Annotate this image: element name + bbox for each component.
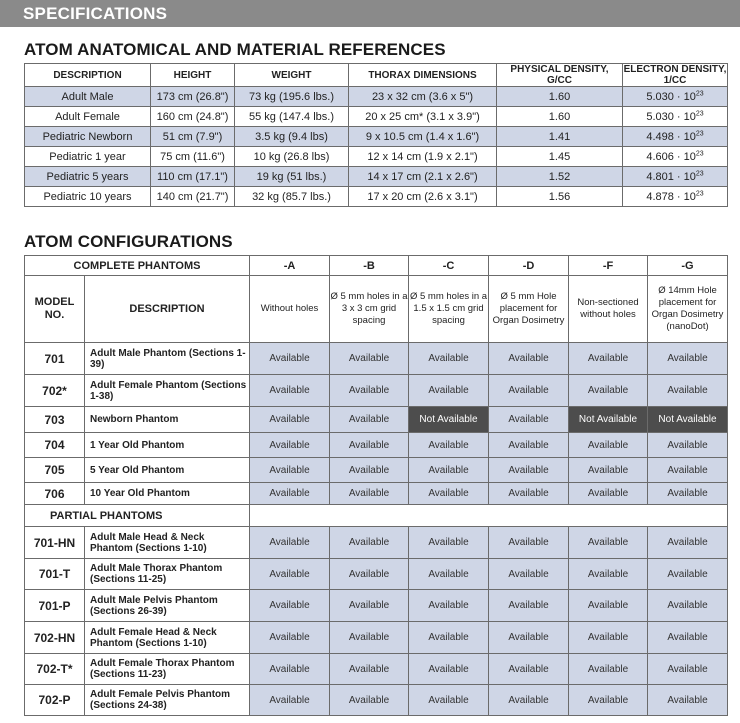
reference-cell-desc: Adult Female (25, 107, 151, 127)
configurations-title: ATOM CONFIGURATIONS (24, 232, 233, 251)
electron-density-exponent: 23 (695, 189, 704, 197)
col-g-description: Ø 14mm Hole placement for Organ Dosimetry (nanoDot) (648, 276, 728, 343)
reference-cell-weight: 10 kg (26.8 lbs) (235, 147, 349, 167)
reference-cell-desc: Pediatric 10 years (25, 187, 151, 207)
electron-density-exponent: 23 (695, 109, 704, 117)
availability-cell: Available (648, 375, 728, 407)
availability-cell: Available (330, 343, 409, 375)
availability-cell: Available (330, 559, 409, 590)
availability-cell: Available (330, 685, 409, 716)
availability-cell: Available (250, 685, 330, 716)
model-number: 705 (25, 458, 85, 483)
reference-row (25, 107, 728, 127)
electron-density-exponent: 23 (695, 129, 704, 137)
phantom-description: Adult Female Head & Neck Phantom (Sections 1-10) (85, 622, 250, 654)
availability-cell: Available (648, 685, 728, 716)
availability-cell: Available (648, 433, 728, 458)
availability-cell: Available (250, 622, 330, 654)
specifications-banner (0, 0, 740, 27)
electron-density-value: 4.498 · 10 (646, 130, 696, 143)
phantom-row (25, 433, 728, 458)
phantom-row (25, 622, 728, 654)
phantom-row (25, 375, 728, 407)
col-a-header: -A (250, 256, 330, 276)
reference-row (25, 187, 728, 207)
model-number: 704 (25, 433, 85, 458)
availability-cell: Available (569, 343, 648, 375)
availability-cell: Available (250, 559, 330, 590)
availability-cell: Available (648, 559, 728, 590)
col-c-description: Ø 5 mm holes in a 1.5 x 1.5 cm grid spacing (409, 276, 489, 343)
phantom-description: Adult Male Pelvis Phantom (Sections 26-39) (85, 590, 250, 622)
availability-cell: Available (489, 654, 569, 685)
reference-cell-thorax: 20 x 25 cm* (3.1 x 3.9") (349, 107, 497, 127)
availability-cell: Available (330, 458, 409, 483)
electron-density-value: 4.878 · 10 (646, 190, 696, 203)
availability-cell: Available (409, 590, 489, 622)
reference-cell-thorax: 14 x 17 cm (2.1 x 2.6") (349, 167, 497, 187)
reference-cell-thorax: 12 x 14 cm (1.9 x 2.1") (349, 147, 497, 167)
reference-cell-desc: Pediatric Newborn (25, 127, 151, 147)
availability-cell: Available (489, 622, 569, 654)
availability-cell: Available (648, 483, 728, 505)
electron-density-value: 5.030 · 10 (646, 90, 696, 103)
reference-cell-ed (623, 167, 728, 187)
availability-cell: Available (648, 590, 728, 622)
availability-cell: Available (489, 527, 569, 559)
reference-cell-weight: 32 kg (85.7 lbs.) (235, 187, 349, 207)
electron-density-exponent: 23 (695, 149, 704, 157)
references-title: ATOM ANATOMICAL AND MATERIAL REFERENCES (24, 40, 446, 59)
reference-cell-desc: Adult Male (25, 87, 151, 107)
reference-cell-ed (623, 187, 728, 207)
availability-cell: Available (569, 654, 648, 685)
reference-cell-desc: Pediatric 5 years (25, 167, 151, 187)
availability-cell: Available (648, 622, 728, 654)
availability-cell: Available (569, 559, 648, 590)
phantom-row (25, 559, 728, 590)
phantom-description: 1 Year Old Phantom (85, 433, 250, 458)
availability-cell: Available (330, 527, 409, 559)
reference-cell-height: 173 cm (26.8") (151, 87, 235, 107)
availability-cell: Available (409, 559, 489, 590)
model-number: 702-T* (25, 654, 85, 685)
reference-cell-pd: 1.60 (497, 87, 623, 107)
reference-cell-pd: 1.41 (497, 127, 623, 147)
reference-cell-pd: 1.60 (497, 107, 623, 127)
phantom-description: Adult Male Phantom (Sections 1-39) (85, 343, 250, 375)
reference-cell-height: 110 cm (17.1") (151, 167, 235, 187)
availability-cell: Available (569, 483, 648, 505)
phantom-description: Adult Female Thorax Phantom (Sections 11-23) (85, 654, 250, 685)
availability-cell: Available (648, 527, 728, 559)
col-b-header: -B (330, 256, 409, 276)
model-no-label: MODEL NO. (25, 276, 85, 343)
availability-cell: Available (569, 458, 648, 483)
reference-cell-thorax: 9 x 10.5 cm (1.4 x 1.6") (349, 127, 497, 147)
availability-cell: Available (489, 458, 569, 483)
reference-cell-ed (623, 107, 728, 127)
availability-cell: Available (489, 483, 569, 505)
availability-cell: Available (409, 685, 489, 716)
phantom-row (25, 654, 728, 685)
availability-cell: Available (250, 590, 330, 622)
model-number: 706 (25, 483, 85, 505)
col-f-header: -F (569, 256, 648, 276)
description-label: DESCRIPTION (85, 276, 250, 343)
references-header-row (25, 64, 728, 87)
phantom-description: 10 Year Old Phantom (85, 483, 250, 505)
reference-cell-ed (623, 147, 728, 167)
availability-cell: Available (409, 343, 489, 375)
availability-cell: Available (330, 433, 409, 458)
reference-cell-weight: 3.5 kg (9.4 lbs) (235, 127, 349, 147)
col-header-height: HEIGHT (151, 64, 235, 87)
availability-cell: Available (409, 483, 489, 505)
availability-cell: Available (409, 527, 489, 559)
reference-cell-weight: 55 kg (147.4 lbs.) (235, 107, 349, 127)
model-number: 702-P (25, 685, 85, 716)
availability-cell: Available (409, 654, 489, 685)
reference-row (25, 87, 728, 107)
phantom-description: Adult Female Phantom (Sections 1-38) (85, 375, 250, 407)
availability-cell: Available (489, 375, 569, 407)
references-table (24, 63, 728, 207)
availability-cell: Available (250, 433, 330, 458)
availability-cell: Available (648, 343, 728, 375)
col-header-thorax: THORAX DIMENSIONS (349, 64, 497, 87)
phantom-row (25, 685, 728, 716)
reference-cell-ed (623, 87, 728, 107)
availability-cell: Available (409, 458, 489, 483)
phantom-row (25, 458, 728, 483)
partial-phantoms-empty (250, 505, 728, 527)
reference-cell-ed (623, 127, 728, 147)
reference-cell-pd: 1.56 (497, 187, 623, 207)
availability-cell: Available (569, 375, 648, 407)
availability-cell: Available (489, 685, 569, 716)
col-d-header: -D (489, 256, 569, 276)
reference-cell-thorax: 17 x 20 cm (2.6 x 3.1") (349, 187, 497, 207)
reference-cell-weight: 73 kg (195.6 lbs.) (235, 87, 349, 107)
reference-cell-pd: 1.52 (497, 167, 623, 187)
phantom-description: Adult Male Head & Neck Phantom (Sections 1-10) (85, 527, 250, 559)
availability-cell: Available (489, 407, 569, 433)
availability-cell: Available (250, 407, 330, 433)
availability-cell: Not Available (409, 407, 489, 433)
phantom-description: Adult Female Pelvis Phantom (Sections 24-38) (85, 685, 250, 716)
electron-density-exponent: 23 (695, 169, 704, 177)
col-b-description: Ø 5 mm holes in a 3 x 3 cm grid spacing (330, 276, 409, 343)
reference-cell-height: 140 cm (21.7") (151, 187, 235, 207)
electron-density-exponent: 23 (695, 89, 704, 97)
reference-cell-height: 160 cm (24.8") (151, 107, 235, 127)
availability-cell: Available (409, 622, 489, 654)
reference-cell-thorax: 23 x 32 cm (3.6 x 5") (349, 87, 497, 107)
reference-row (25, 127, 728, 147)
col-header-physical-density: PHYSICAL DENSITY, G/CC (497, 64, 623, 87)
electron-density-value: 4.606 · 10 (646, 150, 696, 163)
col-a-description: Without holes (250, 276, 330, 343)
phantom-description: Adult Male Thorax Phantom (Sections 11-25) (85, 559, 250, 590)
reference-cell-desc: Pediatric 1 year (25, 147, 151, 167)
phantom-description: 5 Year Old Phantom (85, 458, 250, 483)
reference-cell-pd: 1.45 (497, 147, 623, 167)
availability-cell: Available (569, 622, 648, 654)
col-g-header: -G (648, 256, 728, 276)
availability-cell: Available (250, 343, 330, 375)
availability-cell: Available (569, 685, 648, 716)
electron-density-value: 5.030 · 10 (646, 110, 696, 123)
col-header-weight: WEIGHT (235, 64, 349, 87)
model-number: 701-T (25, 559, 85, 590)
col-f-description: Non-sectioned without holes (569, 276, 648, 343)
reference-row (25, 167, 728, 187)
availability-cell: Available (489, 343, 569, 375)
availability-cell: Available (330, 622, 409, 654)
availability-cell: Available (250, 483, 330, 505)
config-subheader-row (25, 276, 728, 343)
reference-cell-height: 51 cm (7.9") (151, 127, 235, 147)
availability-cell: Available (489, 433, 569, 458)
availability-cell: Available (489, 590, 569, 622)
availability-cell: Available (250, 458, 330, 483)
phantom-row (25, 527, 728, 559)
availability-cell: Available (330, 590, 409, 622)
col-header-description: DESCRIPTION (25, 64, 151, 87)
availability-cell: Available (569, 433, 648, 458)
availability-cell: Available (250, 654, 330, 685)
model-number: 702* (25, 375, 85, 407)
availability-cell: Available (250, 527, 330, 559)
reference-cell-height: 75 cm (11.6") (151, 147, 235, 167)
availability-cell: Available (648, 654, 728, 685)
availability-cell: Available (409, 433, 489, 458)
phantom-row (25, 590, 728, 622)
phantom-row (25, 483, 728, 505)
complete-phantoms-label: COMPLETE PHANTOMS (25, 256, 250, 276)
col-c-header: -C (409, 256, 489, 276)
electron-density-value: 4.801 · 10 (646, 170, 696, 183)
reference-row (25, 147, 728, 167)
availability-cell: Available (409, 375, 489, 407)
banner-title: SPECIFICATIONS (23, 4, 168, 23)
availability-cell: Available (330, 654, 409, 685)
phantom-description: Newborn Phantom (85, 407, 250, 433)
partial-phantoms-label: PARTIAL PHANTOMS (25, 505, 250, 527)
col-header-electron-density: ELECTRON DENSITY, 1/CC (623, 64, 727, 86)
model-number: 701-HN (25, 527, 85, 559)
availability-cell: Available (330, 483, 409, 505)
availability-cell: Available (569, 527, 648, 559)
availability-cell: Available (648, 458, 728, 483)
reference-cell-weight: 19 kg (51 lbs.) (235, 167, 349, 187)
partial-phantoms-row (25, 505, 728, 527)
availability-cell: Not Available (648, 407, 728, 433)
model-number: 701-P (25, 590, 85, 622)
availability-cell: Available (489, 559, 569, 590)
availability-cell: Available (330, 375, 409, 407)
model-number: 701 (25, 343, 85, 375)
availability-cell: Available (250, 375, 330, 407)
phantom-row (25, 407, 728, 433)
availability-cell: Not Available (569, 407, 648, 433)
model-number: 702-HN (25, 622, 85, 654)
col-d-description: Ø 5 mm Hole placement for Organ Dosimetry (489, 276, 569, 343)
config-header-row (25, 256, 728, 276)
model-number: 703 (25, 407, 85, 433)
phantom-row (25, 343, 728, 375)
configurations-table (24, 255, 728, 716)
availability-cell: Available (330, 407, 409, 433)
availability-cell: Available (569, 590, 648, 622)
